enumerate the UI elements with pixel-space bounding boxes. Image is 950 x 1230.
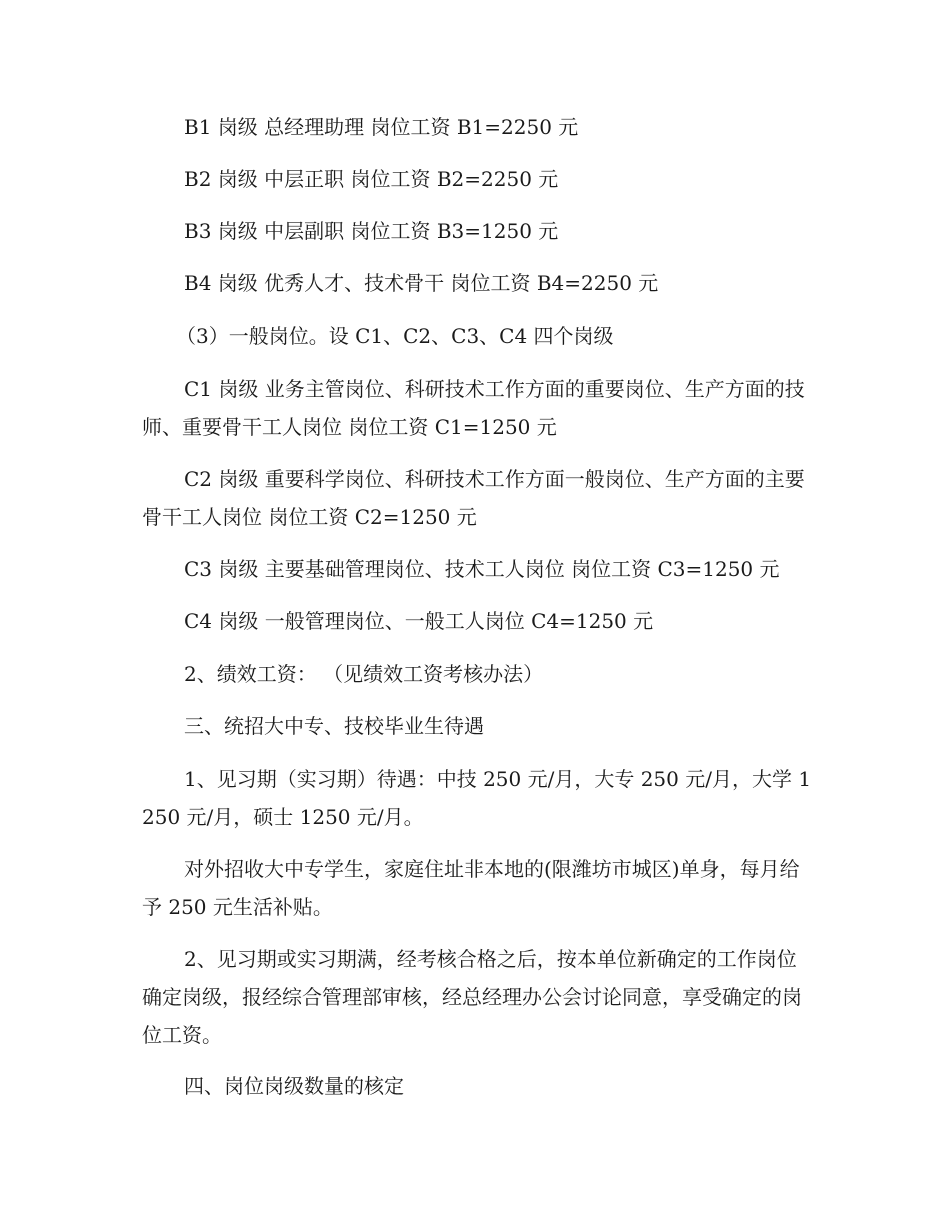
paragraph-b1-grade: B1 岗级 总经理助理 岗位工资 B1=2250 元 (184, 115, 579, 139)
paragraph-c2-grade: C2 岗级 重要科学岗位、科研技术工作方面一般岗位、生产方面的主要骨干工人岗位 岗位工资 C2=1250 元 (142, 467, 805, 529)
paragraph-b4-grade: B4 岗级 优秀人才、技术骨干 岗位工资 B4=2250 元 (184, 271, 659, 295)
paragraph-performance-pay: 2、绩效工资： （见绩效工资考核办法） (184, 662, 544, 686)
paragraph-c1-grade: C1 岗级 业务主管岗位、科研技术工作方面的重要岗位、生产方面的技师、重要骨干工人岗位 岗位工资 C1=1250 元 (142, 377, 805, 439)
paragraph-probation-pay: 1、见习期（实习期）待遇：中技 250 元/月，大专 250 元/月，大学 1250 元/月，硕士 1250 元/月。 (142, 767, 812, 829)
paragraph-c3-grade: C3 岗级 主要基础管理岗位、技术工人岗位 岗位工资 C3=1250 元 (184, 557, 780, 581)
paragraph-living-subsidy: 对外招收大中专学生，家庭住址非本地的(限潍坊市城区)单身，每月给予 250 元生活补贴。 (142, 857, 800, 919)
paragraph-c4-grade: C4 岗级 一般管理岗位、一般工人岗位 C4=1250 元 (184, 609, 654, 633)
paragraph-post-probation: 2、见习期或实习期满，经考核合格之后，按本单位新确定的工作岗位确定岗级，报经综合管理部审核，经总经理办公会讨论同意，享受确定的岗位工资。 (142, 947, 802, 1047)
section-heading-graduates: 三、统招大中专、技校毕业生待遇 (184, 714, 484, 738)
section-heading-quota: 四、岗位岗级数量的核定 (184, 1074, 404, 1098)
paragraph-b2-grade: B2 岗级 中层正职 岗位工资 B2=2250 元 (184, 167, 559, 191)
paragraph-general-positions: （3）一般岗位。设 C1、C2、C3、C4 四个岗级 (176, 324, 614, 348)
paragraph-b3-grade: B3 岗级 中层副职 岗位工资 B3=1250 元 (184, 219, 559, 243)
